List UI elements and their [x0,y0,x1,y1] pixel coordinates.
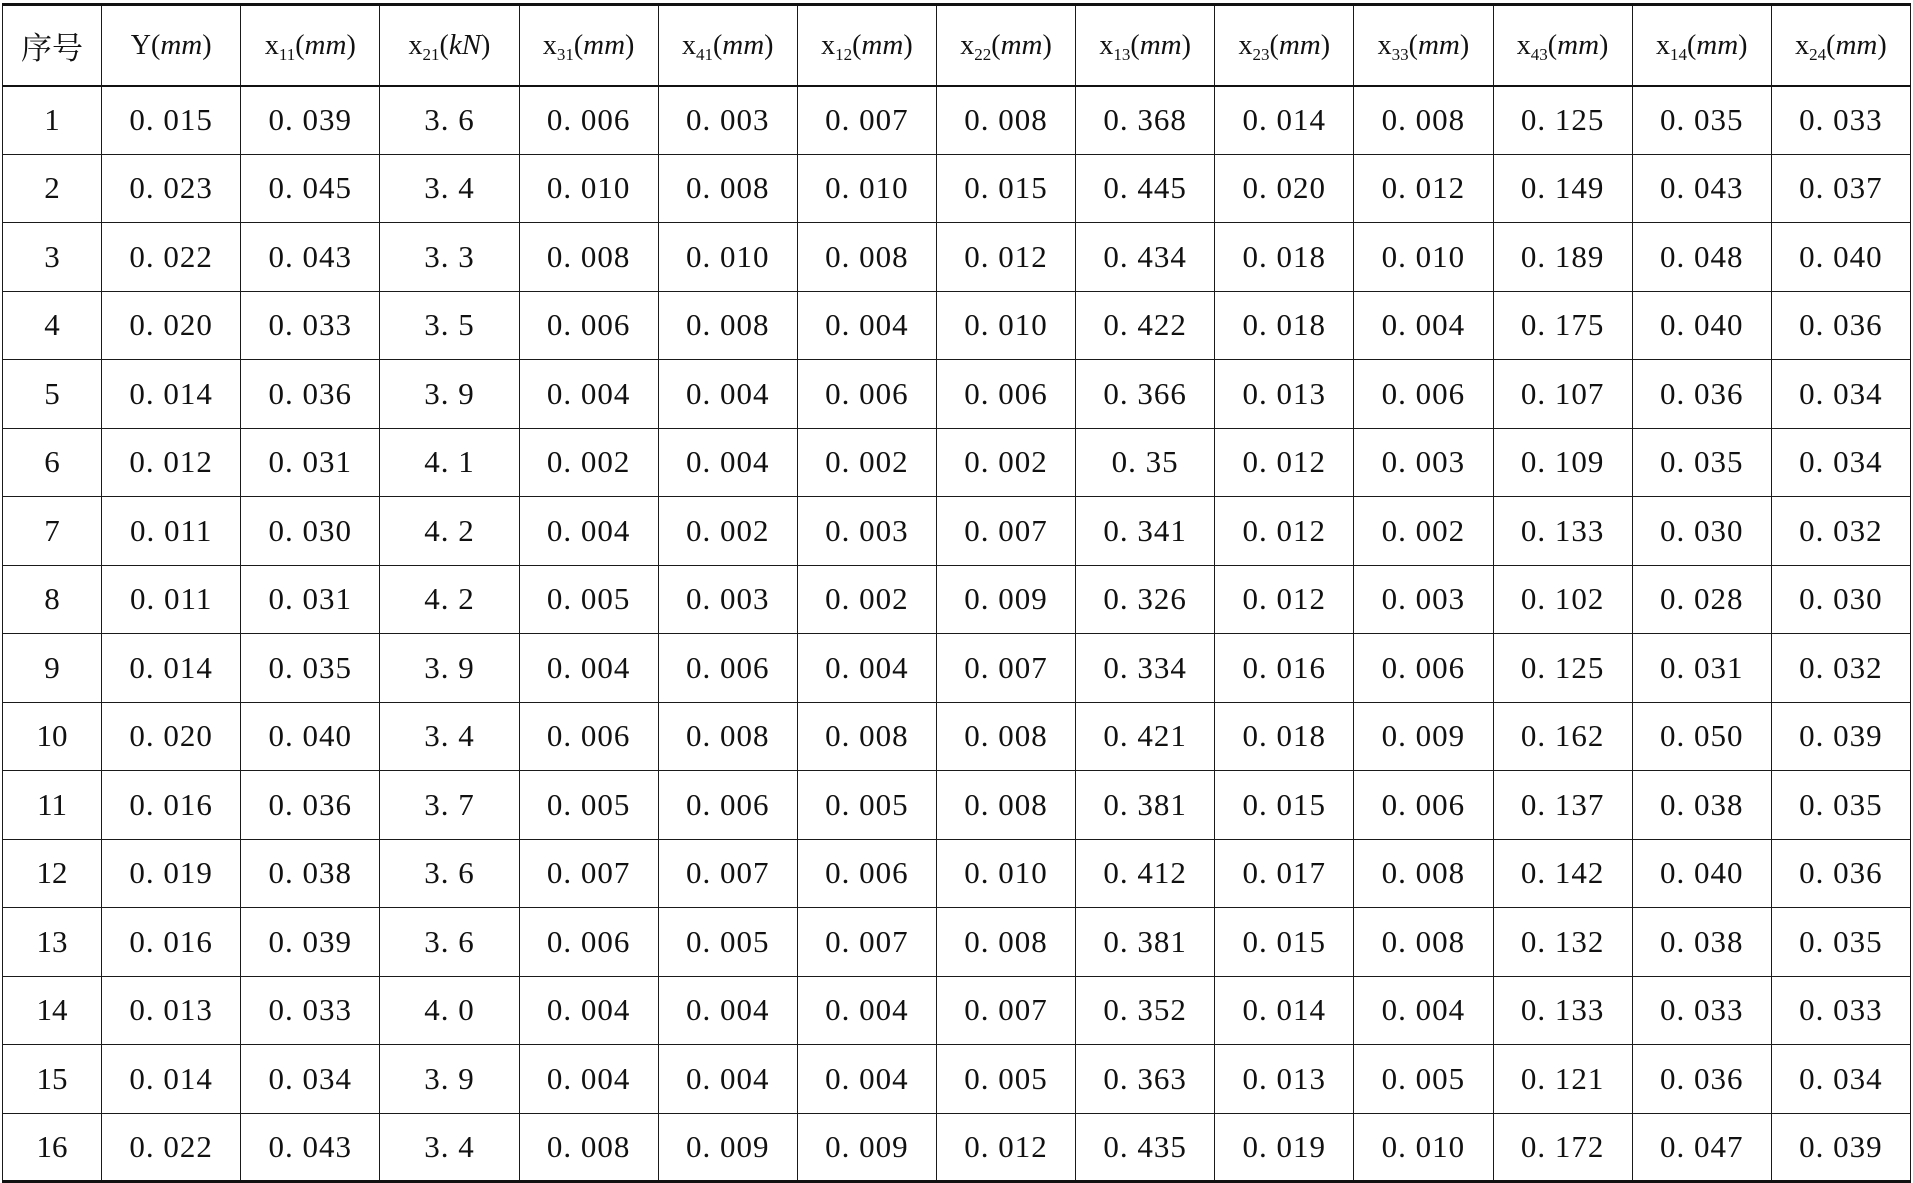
row-index-cell: 16 [3,1113,102,1182]
table-cell: 0. 008 [519,1113,658,1182]
table-cell: 0. 175 [1493,291,1632,360]
table-cell: 0. 033 [1771,86,1910,155]
table-cell: 0. 352 [1076,976,1215,1045]
table-row [3,908,1911,977]
column-unit: mm [722,28,765,61]
table-cell: 0. 010 [1354,1113,1493,1182]
table-cell: 0. 017 [1215,839,1354,908]
column-unit: mm [1139,28,1182,61]
column-unit: mm [1835,28,1878,61]
table-cell: 0. 004 [797,1045,936,1114]
table-row [3,565,1911,634]
column-subscript: 22 [974,44,992,64]
table-cell: 0. 008 [519,223,658,292]
table-cell: 0. 012 [1215,565,1354,634]
column-header: $x_{21}(kN)$ [380,5,519,86]
table-cell: 0. 005 [658,908,797,977]
table-cell: 0. 008 [1354,839,1493,908]
header-row [3,5,1911,86]
column-unit: mm [304,28,347,61]
table-cell: 0. 015 [1215,771,1354,840]
row-index-cell: 2 [3,154,102,223]
table-cell: 3. 4 [380,1113,519,1182]
table-cell: 0. 004 [797,634,936,703]
table-cell: 0. 004 [519,634,658,703]
table-cell: 0. 007 [658,839,797,908]
column-header: $x_{23}(mm)$ [1215,5,1354,86]
column-subscript: 24 [1809,44,1827,64]
table-row [3,1113,1911,1182]
table-cell: 3. 5 [380,291,519,360]
table-cell: 0. 014 [102,1045,241,1114]
table-cell: 0. 003 [658,565,797,634]
table-cell: 0. 035 [241,634,380,703]
table-cell: 0. 043 [1632,154,1771,223]
table-cell: 0. 035 [1632,428,1771,497]
table-cell: 0. 007 [936,634,1075,703]
column-symbol: x [1795,29,1810,61]
table-cell: 0. 019 [1215,1113,1354,1182]
table-cell: 0. 010 [658,223,797,292]
column-unit: kN [448,28,482,61]
table-cell: 3. 4 [380,702,519,771]
row-index-cell: 12 [3,839,102,908]
table-cell: 0. 006 [936,360,1075,429]
table-cell: 0. 016 [102,908,241,977]
table-cell: 0. 009 [797,1113,936,1182]
table-row [3,497,1911,566]
table-cell: 3. 6 [380,908,519,977]
table-cell: 0. 009 [658,1113,797,1182]
table-cell: 0. 125 [1493,634,1632,703]
column-symbol: x [681,29,696,61]
table-cell: 0. 010 [519,154,658,223]
table-cell: 4. 1 [380,428,519,497]
table-cell: 0. 033 [241,976,380,1045]
table-cell: 0. 032 [1771,497,1910,566]
table-cell: 0. 004 [658,428,797,497]
table-cell: 0. 036 [1632,1045,1771,1114]
table-cell: 0. 013 [1215,360,1354,429]
table-cell: 0. 435 [1076,1113,1215,1182]
table-cell: 0. 004 [519,360,658,429]
table-cell: 0. 007 [936,976,1075,1045]
table-cell: 0. 366 [1076,360,1215,429]
table-cell: 0. 363 [1076,1045,1215,1114]
column-symbol: x [1655,29,1670,61]
row-index-cell: 9 [3,634,102,703]
table-cell: 3. 4 [380,154,519,223]
column-unit: mm [1417,28,1460,61]
table-cell: 0. 142 [1493,839,1632,908]
table-cell: 0. 434 [1076,223,1215,292]
column-header: $x_{43}(mm)$ [1493,5,1632,86]
table-cell: 0. 032 [1771,634,1910,703]
table-row [3,1045,1911,1114]
table-cell: 0. 008 [936,771,1075,840]
table-cell: 0. 005 [519,771,658,840]
table-cell: 0. 008 [936,908,1075,977]
column-header: $x_{24}(mm)$ [1771,5,1910,86]
table-cell: 0. 002 [1354,497,1493,566]
table-cell: 0. 004 [519,497,658,566]
table-cell: 0. 038 [1632,771,1771,840]
index-column-header: 序号 [3,5,102,86]
row-index-cell: 11 [3,771,102,840]
column-symbol: x [960,29,975,61]
table-cell: 0. 008 [658,154,797,223]
table-cell: 0. 006 [797,839,936,908]
table-header [3,5,1911,86]
table-cell: 3. 3 [380,223,519,292]
table-cell: 0. 334 [1076,634,1215,703]
table-cell: 0. 018 [1215,291,1354,360]
table-cell: 0. 002 [519,428,658,497]
table-cell: 0. 033 [1771,976,1910,1045]
table-cell: 0. 038 [1632,908,1771,977]
table-cell: 0. 031 [1632,634,1771,703]
table-cell: 0. 018 [1215,702,1354,771]
column-unit: mm [1696,28,1739,61]
table-cell: 0. 012 [1354,154,1493,223]
table-cell: 0. 162 [1493,702,1632,771]
table-row [3,771,1911,840]
column-header: Y(mm) [102,5,241,86]
table-cell: 0. 007 [519,839,658,908]
column-symbol: x [542,29,557,61]
table-cell: 0. 107 [1493,360,1632,429]
column-header: $x_{14}(mm)$ [1632,5,1771,86]
row-index-cell: 5 [3,360,102,429]
table-cell: 0. 005 [519,565,658,634]
table-cell: 0. 040 [1771,223,1910,292]
row-index-cell: 10 [3,702,102,771]
column-subscript: 41 [695,44,713,64]
table-cell: 0. 013 [102,976,241,1045]
table-cell: 0. 034 [1771,360,1910,429]
table-cell: 0. 036 [241,771,380,840]
table-cell: 0. 010 [936,839,1075,908]
table-cell: 0. 008 [658,291,797,360]
table-cell: 0. 014 [102,360,241,429]
table-cell: 0. 043 [241,1113,380,1182]
table-cell: 0. 004 [797,976,936,1045]
table-cell: 0. 006 [797,360,936,429]
column-subscript: 43 [1530,44,1548,64]
table-cell: 0. 035 [1632,86,1771,155]
table-cell: 0. 030 [241,497,380,566]
column-header: $x_{12}(mm)$ [797,5,936,86]
table-cell: 0. 008 [936,86,1075,155]
column-subscript: 14 [1669,44,1687,64]
table-cell: 0. 009 [936,565,1075,634]
column-subscript: 12 [835,44,853,64]
data-table [2,3,1911,1183]
table-cell: 0. 121 [1493,1045,1632,1114]
table-row [3,360,1911,429]
table-cell: 0. 034 [241,1045,380,1114]
table-cell: 0. 030 [1771,565,1910,634]
row-index-cell: 7 [3,497,102,566]
column-subscript: 23 [1252,44,1270,64]
table-cell: 0. 020 [1215,154,1354,223]
table-cell: 0. 006 [1354,634,1493,703]
column-unit: mm [1278,28,1321,61]
table-row [3,976,1911,1045]
table-row [3,428,1911,497]
table-cell: 0. 040 [241,702,380,771]
table-cell: 0. 003 [658,86,797,155]
table-cell: 0. 033 [241,291,380,360]
table-cell: 0. 022 [102,1113,241,1182]
table-cell: 0. 015 [1215,908,1354,977]
column-symbol: x [408,29,423,61]
table-cell: 0. 020 [102,702,241,771]
table-cell: 0. 004 [797,291,936,360]
table-cell: 0. 039 [241,908,380,977]
table-cell: 3. 9 [380,634,519,703]
table-cell: 0. 125 [1493,86,1632,155]
table-cell: 0. 012 [1215,428,1354,497]
table-cell: 0. 039 [1771,1113,1910,1182]
table-row [3,702,1911,771]
table-cell: 0. 189 [1493,223,1632,292]
table-cell: 0. 050 [1632,702,1771,771]
table-cell: 0. 003 [1354,428,1493,497]
table-cell: 0. 012 [936,1113,1075,1182]
table-cell: 0. 010 [797,154,936,223]
column-symbol: x [1377,29,1392,61]
table-cell: 0. 149 [1493,154,1632,223]
table-cell: 0. 006 [519,86,658,155]
column-symbol: x [821,29,836,61]
table-cell: 0. 013 [1215,1045,1354,1114]
table-cell: 0. 010 [936,291,1075,360]
table-cell: 0. 002 [797,565,936,634]
table-cell: 0. 006 [519,291,658,360]
table-cell: 3. 9 [380,1045,519,1114]
table-cell: 0. 037 [1771,154,1910,223]
column-header: $x_{31}(mm)$ [519,5,658,86]
column-header: $x_{41}(mm)$ [658,5,797,86]
table-cell: 0. 043 [241,223,380,292]
column-symbol: Y [130,29,151,61]
table-cell: 0. 016 [1215,634,1354,703]
table-cell: 0. 004 [519,1045,658,1114]
row-index-cell: 8 [3,565,102,634]
row-index-cell: 3 [3,223,102,292]
table-cell: 0. 002 [797,428,936,497]
table-cell: 0. 004 [1354,976,1493,1045]
table-cell: 0. 004 [658,360,797,429]
table-cell: 0. 132 [1493,908,1632,977]
table-cell: 0. 368 [1076,86,1215,155]
table-cell: 4. 2 [380,497,519,566]
table-cell: 0. 172 [1493,1113,1632,1182]
table-cell: 0. 014 [102,634,241,703]
table-cell: 0. 022 [102,223,241,292]
table-body [3,86,1911,1182]
table-cell: 0. 412 [1076,839,1215,908]
table-cell: 0. 031 [241,428,380,497]
table-cell: 0. 007 [797,86,936,155]
column-subscript: 21 [422,44,440,64]
column-header: $x_{33}(mm)$ [1354,5,1493,86]
table-cell: 0. 033 [1632,976,1771,1045]
table-cell: 0. 109 [1493,428,1632,497]
table-cell: 0. 005 [797,771,936,840]
column-header: $x_{11}(mm)$ [241,5,380,86]
table-cell: 0. 007 [797,908,936,977]
table-cell: 0. 004 [658,976,797,1045]
table-cell: 0. 011 [102,497,241,566]
table-cell: 0. 004 [519,976,658,1045]
table-cell: 0. 012 [102,428,241,497]
table-cell: 0. 381 [1076,908,1215,977]
table-cell: 3. 6 [380,839,519,908]
column-subscript: 31 [556,44,574,64]
table-cell: 0. 047 [1632,1113,1771,1182]
table-cell: 0. 008 [936,702,1075,771]
table-cell: 0. 030 [1632,497,1771,566]
table-cell: 0. 009 [1354,702,1493,771]
table-cell: 0. 031 [241,565,380,634]
column-subscript: 13 [1113,44,1131,64]
column-unit: mm [1000,28,1043,61]
table-cell: 0. 016 [102,771,241,840]
table-cell: 0. 002 [936,428,1075,497]
table-cell: 0. 381 [1076,771,1215,840]
column-unit: mm [160,28,203,61]
table-cell: 0. 006 [658,771,797,840]
table-cell: 0. 002 [658,497,797,566]
row-index-cell: 6 [3,428,102,497]
table-cell: 4. 0 [380,976,519,1045]
table-cell: 0. 036 [1632,360,1771,429]
table-cell: 0. 040 [1632,291,1771,360]
table-cell: 0. 006 [519,908,658,977]
column-header: $x_{13}(mm)$ [1076,5,1215,86]
table-cell: 0. 023 [102,154,241,223]
table-cell: 0. 003 [797,497,936,566]
table-cell: 0. 445 [1076,154,1215,223]
column-subscript: 33 [1391,44,1409,64]
table-cell: 0. 005 [936,1045,1075,1114]
table-cell: 0. 048 [1632,223,1771,292]
table-cell: 0. 012 [1215,497,1354,566]
table-cell: 0. 006 [519,702,658,771]
column-subscript: 11 [278,44,296,64]
table-cell: 3. 6 [380,86,519,155]
table-cell: 0. 004 [1354,291,1493,360]
table-cell: 0. 045 [241,154,380,223]
table-cell: 0. 039 [1771,702,1910,771]
table-cell: 0. 015 [936,154,1075,223]
table-cell: 0. 036 [1771,291,1910,360]
table-row [3,634,1911,703]
table-cell: 0. 341 [1076,497,1215,566]
table-cell: 0. 035 [1771,771,1910,840]
table-cell: 0. 008 [797,702,936,771]
table-cell: 0. 008 [1354,86,1493,155]
table-row [3,839,1911,908]
table-cell: 0. 014 [1215,86,1354,155]
table-cell: 0. 007 [936,497,1075,566]
table-row [3,223,1911,292]
table-cell: 0. 038 [241,839,380,908]
table-cell: 0. 036 [1771,839,1910,908]
column-unit: mm [583,28,626,61]
row-index-cell: 14 [3,976,102,1045]
table-cell: 0. 034 [1771,1045,1910,1114]
table-cell: 0. 005 [1354,1045,1493,1114]
table-cell: 0. 014 [1215,976,1354,1045]
table-cell: 0. 012 [936,223,1075,292]
column-symbol: x [1516,29,1531,61]
row-index-cell: 15 [3,1045,102,1114]
column-symbol: x [1238,29,1253,61]
table-cell: 0. 133 [1493,976,1632,1045]
table-cell: 0. 006 [658,634,797,703]
table-cell: 0. 008 [658,702,797,771]
table-cell: 0. 040 [1632,839,1771,908]
table-cell: 0. 006 [1354,771,1493,840]
table-cell: 0. 35 [1076,428,1215,497]
table-cell: 0. 008 [797,223,936,292]
table-cell: 0. 008 [1354,908,1493,977]
column-symbol: x [1099,29,1114,61]
table-cell: 0. 020 [102,291,241,360]
table-cell: 4. 2 [380,565,519,634]
table-cell: 3. 9 [380,360,519,429]
table-cell: 0. 015 [102,86,241,155]
table-cell: 0. 010 [1354,223,1493,292]
table-cell: 0. 003 [1354,565,1493,634]
table-cell: 0. 102 [1493,565,1632,634]
table-cell: 0. 036 [241,360,380,429]
table-cell: 0. 039 [241,86,380,155]
row-index-cell: 4 [3,291,102,360]
table-cell: 0. 034 [1771,428,1910,497]
table-cell: 0. 421 [1076,702,1215,771]
table-cell: 0. 011 [102,565,241,634]
row-index-cell: 13 [3,908,102,977]
table-row [3,154,1911,223]
table-cell: 0. 028 [1632,565,1771,634]
table-cell: 0. 137 [1493,771,1632,840]
table-row [3,86,1911,155]
table-cell: 0. 035 [1771,908,1910,977]
table-cell: 0. 133 [1493,497,1632,566]
column-unit: mm [1557,28,1600,61]
table-cell: 0. 018 [1215,223,1354,292]
table-cell: 0. 006 [1354,360,1493,429]
table-row [3,291,1911,360]
column-unit: mm [861,28,904,61]
table-cell: 0. 019 [102,839,241,908]
table-cell: 0. 326 [1076,565,1215,634]
column-header: $x_{22}(mm)$ [936,5,1075,86]
column-symbol: x [264,29,279,61]
table-cell: 3. 7 [380,771,519,840]
row-index-cell: 1 [3,86,102,155]
table-cell: 0. 422 [1076,291,1215,360]
table-cell: 0. 004 [658,1045,797,1114]
